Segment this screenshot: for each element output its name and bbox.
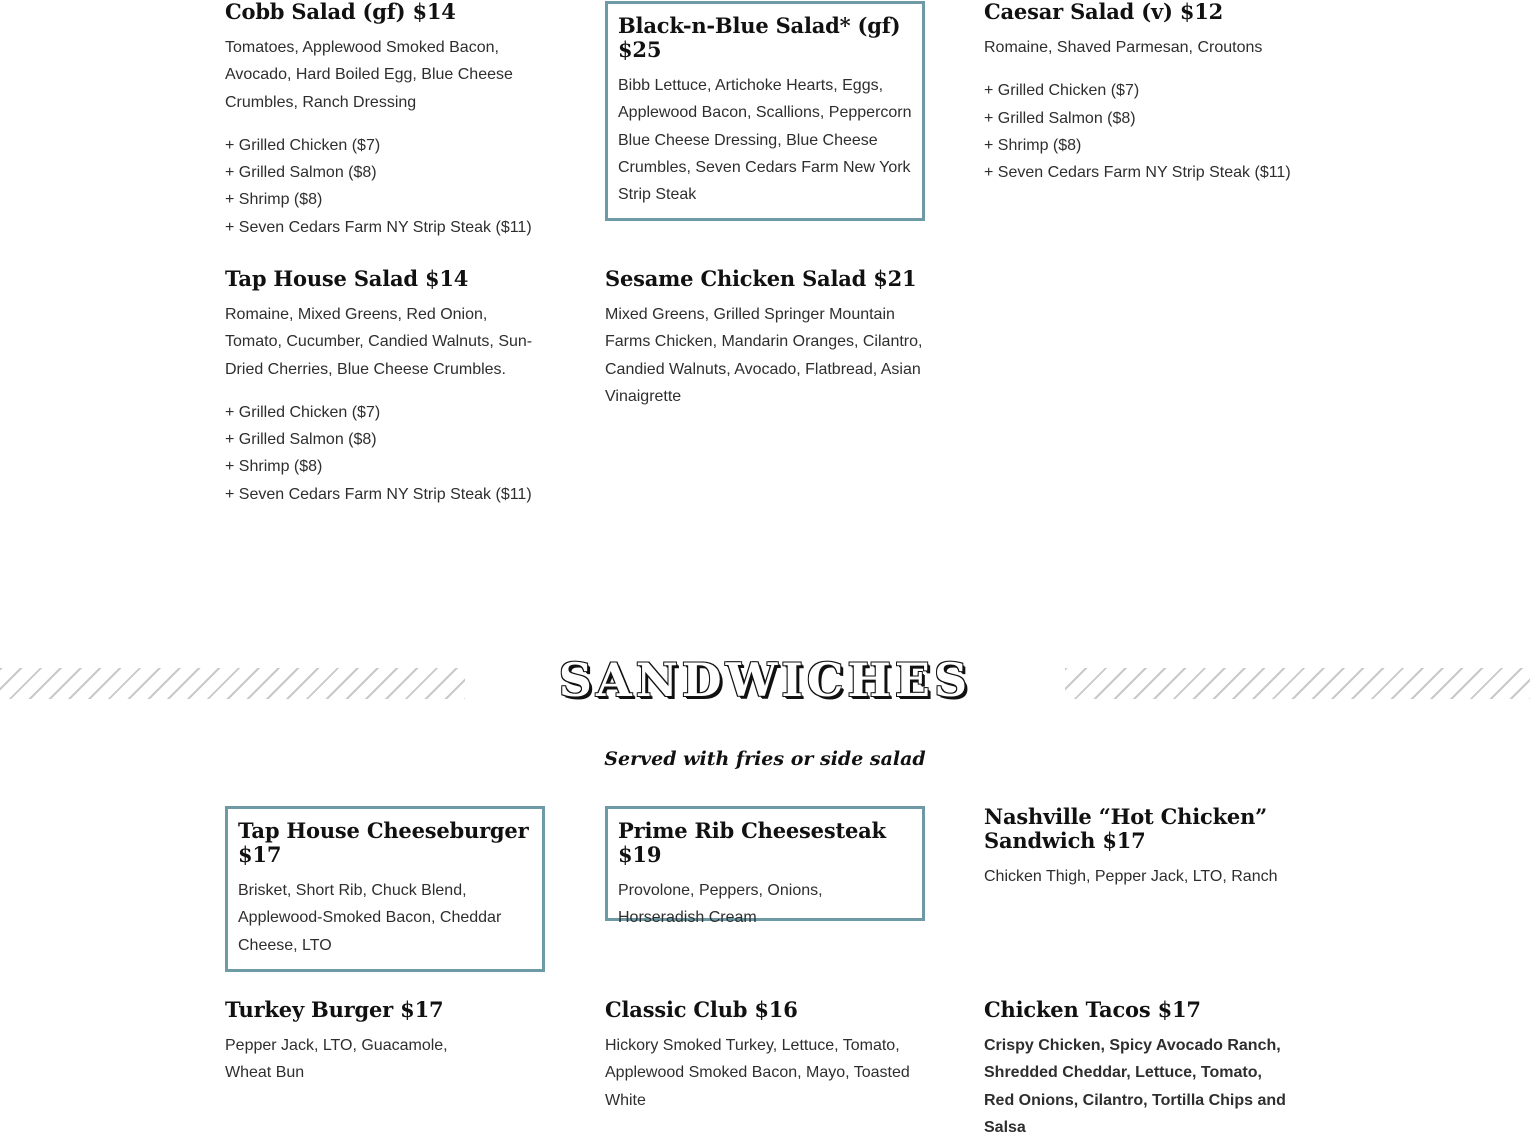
addon-item: + Shrimp ($8): [225, 458, 323, 476]
item-description: Tomatoes, Applewood Smoked Bacon, Avocado, Hard Boiled Egg, Blue Cheese Crumbles, Ranch Dressing: [225, 39, 513, 111]
item-description: Brisket, Short Rib, Chuck Blend, Applewood-Smoked Bacon, Cheddar Cheese, LTO: [238, 882, 502, 954]
item-description: Hickory Smoked Turkey, Lettuce, Tomato, Applewood Smoked Bacon, Mayo, Toasted White: [605, 1037, 910, 1109]
addon-list: [225, 399, 545, 508]
item-title: Caesar Salad (v) $12: [984, 0, 1224, 24]
addon-item: + Shrimp ($8): [984, 136, 1082, 154]
menu-item-chicken-tacos: [984, 998, 1294, 1141]
section-title: SANDWICHES: [558, 653, 972, 707]
addon-item: + Grilled Chicken ($7): [984, 82, 1140, 100]
item-title: Turkey Burger $17: [225, 997, 444, 1022]
addon-item: + Seven Cedars Farm NY Strip Steak ($11): [225, 485, 532, 503]
menu-item-classic-club: [605, 998, 925, 1114]
addon-item: + Grilled Chicken ($7): [225, 403, 381, 421]
addon-item: + Seven Cedars Farm NY Strip Steak ($11): [225, 218, 532, 236]
item-title: Chicken Tacos $17: [984, 997, 1201, 1022]
item-title: Tap House Salad $14: [225, 266, 469, 291]
item-title: Prime Rib Cheesesteak $19: [618, 818, 886, 867]
addon-list: [984, 77, 1324, 186]
menu-item-prime-rib-cheesesteak: [605, 806, 925, 927]
decorative-hatch-right: [1065, 668, 1530, 699]
addon-item: + Grilled Salmon ($8): [225, 164, 377, 182]
item-description: Bibb Lettuce, Artichoke Hearts, Eggs, Applewood Bacon, Scallions, Peppercorn Blue Cheese Dressing, Blue Cheese Crumbles, Seven Cedars Farm New York Strip Steak: [618, 77, 912, 204]
menu-item-caesar-salad: [984, 0, 1324, 186]
item-title: Classic Club $16: [605, 997, 798, 1022]
item-description: Romaine, Mixed Greens, Red Onion, Tomato, Cucumber, Candied Walnuts, Sun-Dried Cherries, Blue Cheese Crumbles.: [225, 306, 533, 378]
item-title: Nashville “Hot Chicken” Sandwich $17: [984, 804, 1268, 853]
menu-item-turkey-burger: [225, 998, 455, 1087]
item-description: Mixed Greens, Grilled Springer Mountain Farms Chicken, Mandarin Oranges, Cilantro, Candied Walnuts, Avocado, Flatbread, Asian Vinaigrette: [605, 306, 923, 405]
section-subtitle: Served with fries or side salad: [604, 748, 926, 770]
sandwiches-section-banner: [0, 650, 1530, 710]
item-description: Romaine, Shaved Parmesan, Croutons: [984, 39, 1263, 56]
item-title: Tap House Cheeseburger $17: [238, 818, 529, 867]
menu-item-nashville-hot-chicken: [984, 805, 1304, 890]
addon-item: + Grilled Chicken ($7): [225, 136, 381, 154]
addon-list: [225, 132, 545, 241]
addon-item: + Grilled Salmon ($8): [225, 431, 377, 449]
item-description: Pepper Jack, LTO, Guacamole, Wheat Bun: [225, 1037, 448, 1082]
item-description: Provolone, Peppers, Onions, Horseradish Cream: [618, 882, 823, 927]
addon-item: + Seven Cedars Farm NY Strip Steak ($11): [984, 164, 1291, 182]
menu-item-cobb-salad: [225, 0, 545, 241]
addon-item: + Shrimp ($8): [225, 191, 323, 209]
decorative-hatch-left: [0, 668, 465, 699]
item-description: Crispy Chicken, Spicy Avocado Ranch, Shredded Cheddar, Lettuce, Tomato, Red Onions, Cilantro, Tortilla Chips and Salsa: [984, 1037, 1286, 1136]
menu-item-sesame-chicken-salad: [605, 267, 925, 410]
item-title: Sesame Chicken Salad $21: [605, 266, 917, 291]
item-title: Cobb Salad (gf) $14: [225, 0, 456, 24]
item-title: Black-n-Blue Salad* (gf) $25: [618, 13, 901, 62]
item-description: Chicken Thigh, Pepper Jack, LTO, Ranch: [984, 868, 1278, 885]
menu-item-black-n-blue-salad: [605, 1, 925, 221]
menu-item-tap-house-salad: [225, 267, 545, 508]
addon-item: + Grilled Salmon ($8): [984, 109, 1136, 127]
menu-item-tap-house-cheeseburger: [225, 806, 545, 972]
